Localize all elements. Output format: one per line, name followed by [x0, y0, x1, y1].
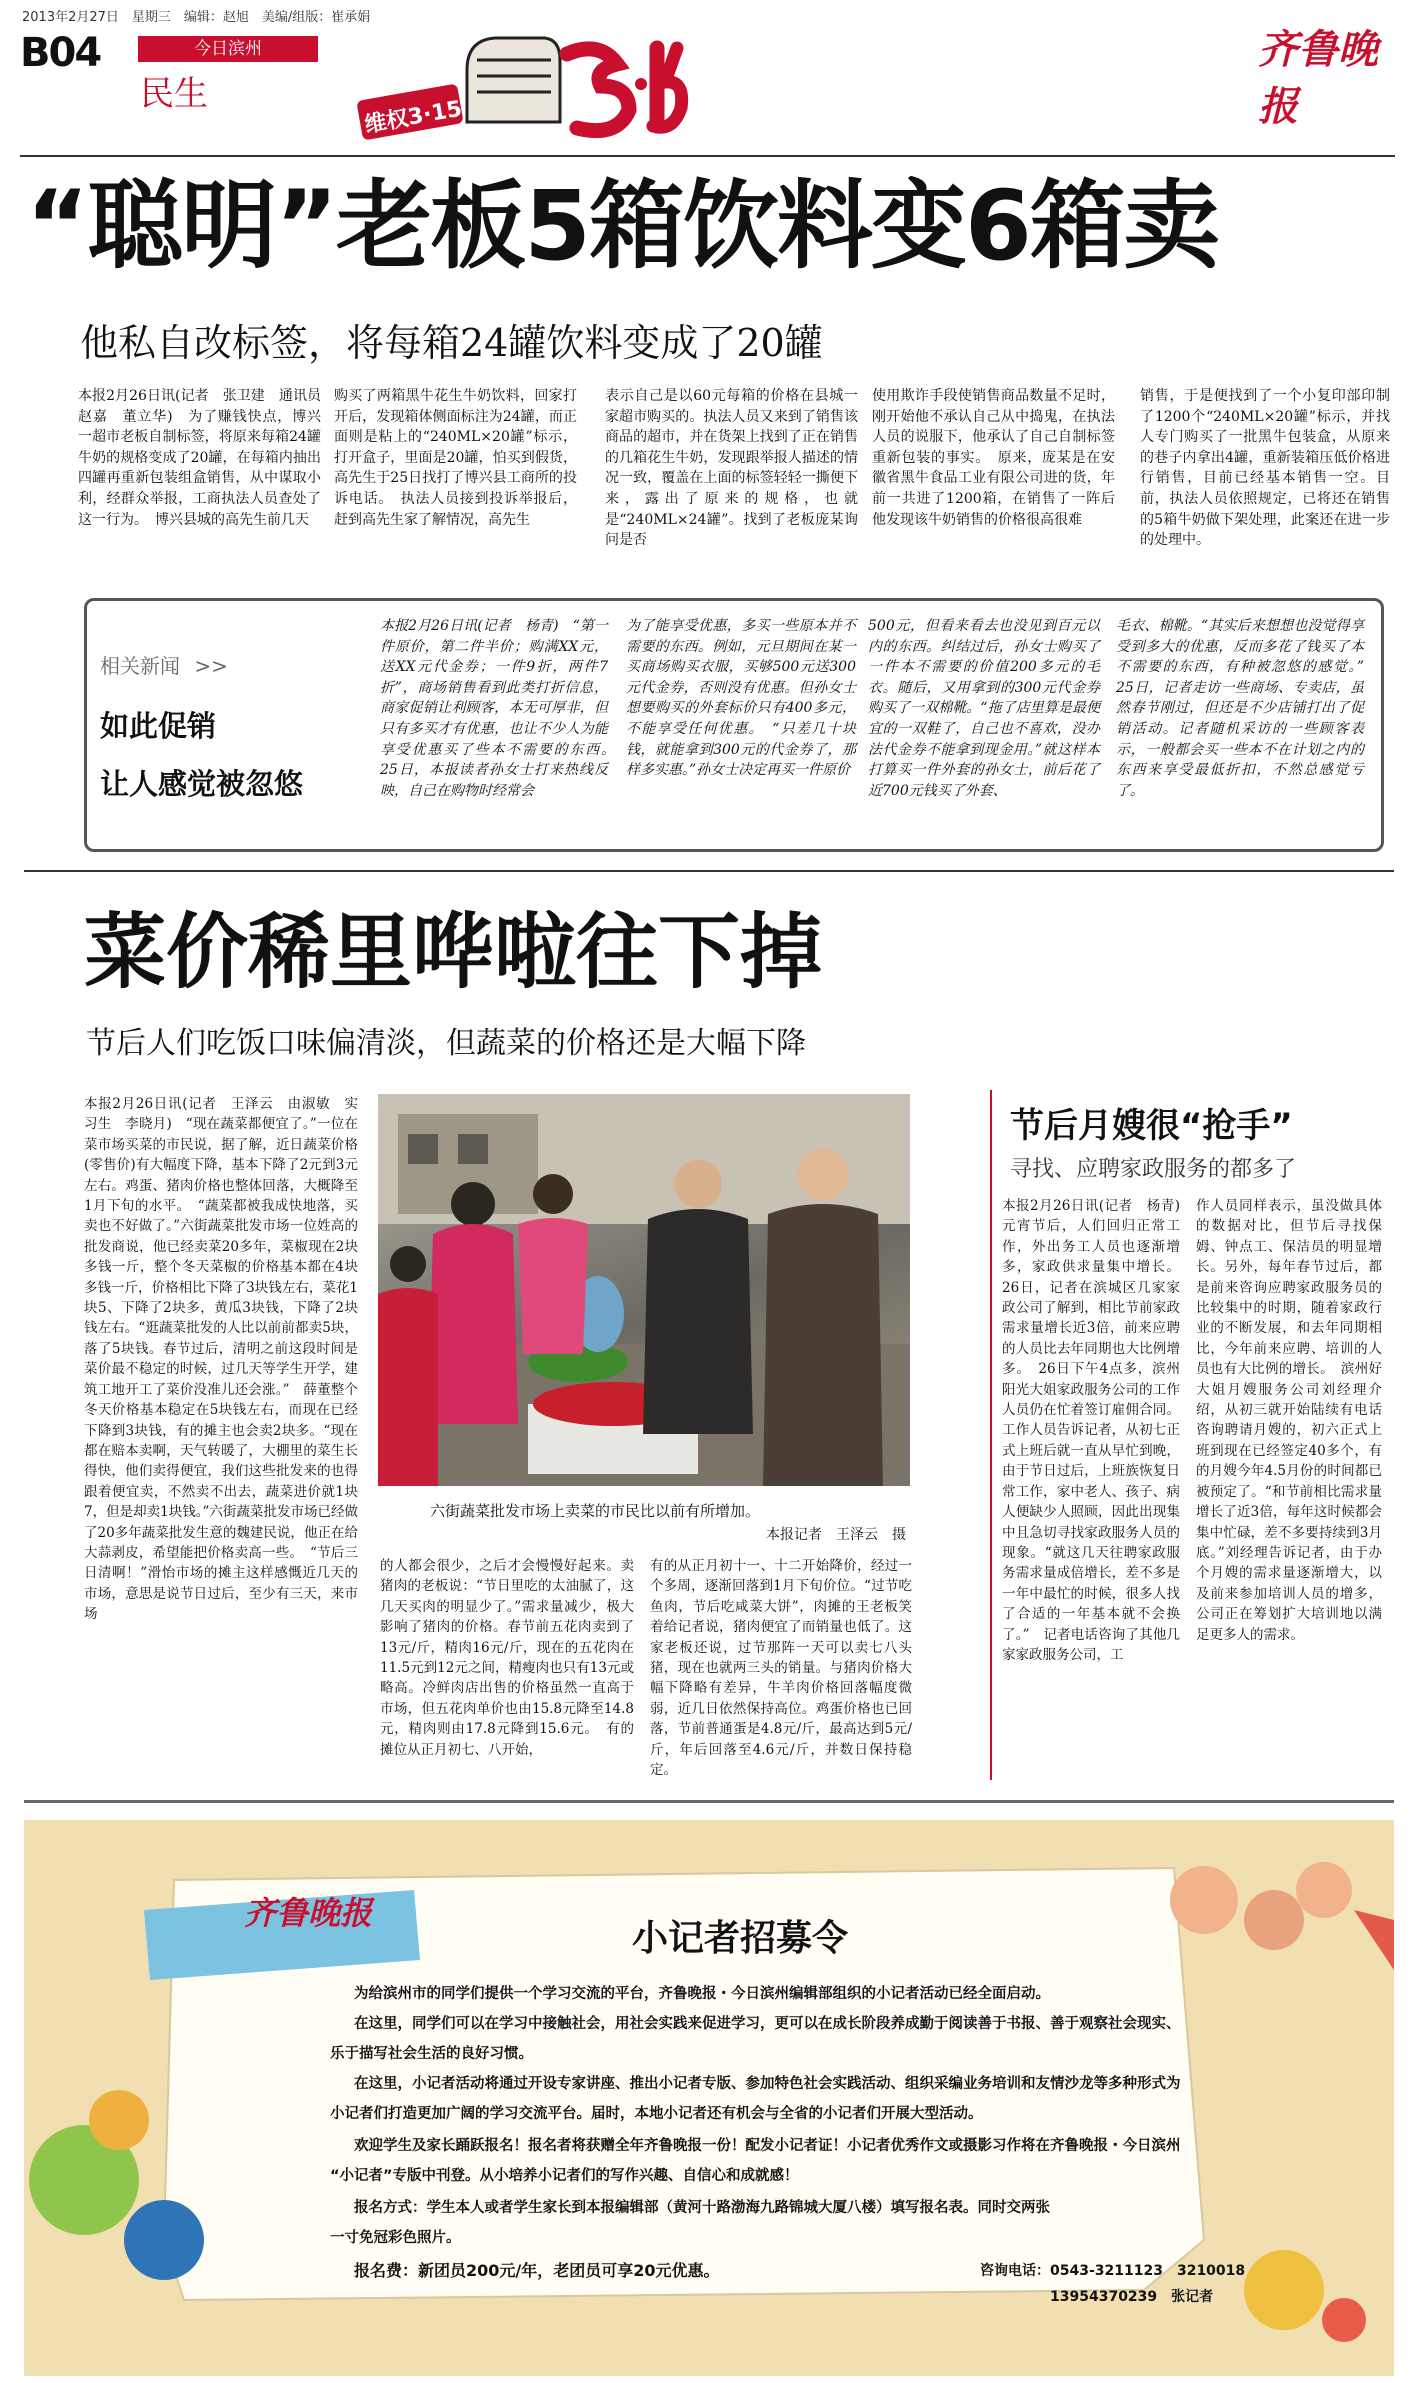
photo-credit: 本报记者 王泽云 摄 [766, 1527, 906, 1543]
market-scene-illustration [378, 1094, 910, 1486]
ad-line-2: 在这里，同学们可以在学习中接触社会，用社会实践来促进学习，更可以在成长阶段养成勤于阅读善于书报、善于观察社会现实、 [354, 2016, 1181, 2032]
story1-col-2: 购买了两箱黑牛花生牛奶饮料，回家打开后，发现箱体侧面标注为24罐，而正面则是粘上的“240ML×20罐”标示，打开盒子，里面是20罐，怕买到假货，高先生于25日找打了博兴县工商所的投诉电话。 执法人员接到投诉举报后，赶到高先生家了解情况，高先生 [334, 388, 577, 528]
related-title-1: 如此促销 [100, 709, 217, 743]
related-col-3: 500元，但看来看去也没见到百元以内的东西。纠结过后，孙女士购买了一件本不需要的价值200多元的毛衣。随后，又用拿到的300元代金券购买了一双棉靴。“拖了店里算是最便宜的一双鞋了，自己也不喜欢，没办法代金券不能拿到现金用。”就这样本打算买一件外套的孙女士，前后花了近700元钱买了外套、 [868, 618, 1100, 799]
story3-col-2: 作人员同样表示，虽没做具体的数据对比，但节后寻找保姆、钟点工、保洁员的明显增长。另外，每年春节过后，都是前来咨询应聘家政服务员的比较集中的时期，随着家政行业的不断发展，和去年同期相比，今年前来应聘、培训的人员也有大比例的增长。 滨州好大姐月嫂服务公司刘经理介绍，从初三就开始陆续有电话咨询聘请月嫂的，初六正式上班到现在已经签定40多个，有的月嫂今年4.5月份的时间都已被预定了。“和节前相比需求量增长了近3倍，每年这时候都会集中忙碌，差不多要持续到3月底。”刘经理告诉记者，由于办个月嫂的需求量逐渐增大，以及前来参加培训人员的增多，公司正在筹划扩大培训地以满足更多人的需求。 [1196, 1198, 1382, 1643]
story3-divider [990, 1090, 992, 1780]
market-photo [378, 1094, 910, 1486]
ad-line-4: 在这里，小记者活动将通过开设专家讲座、推出小记者专版、参加特色社会实践活动、组织采编业务培训和友情沙龙等多种形式为 [354, 2076, 1181, 2092]
ad-line-9: 一寸免冠彩色照片。 [330, 2230, 461, 2246]
related-title-2: 让人感觉被忽悠 [100, 767, 304, 801]
story1-col-1: 本报2月26日讯(记者 张卫建 通讯员 赵嘉 董立华) 为了赚钱快点，博兴一超市老板自制标签，将原来每箱24罐牛奶的规格变成了20罐，在每箱内抽出四罐再重新包装组盒销售，从中谋取小利，经群众举报，工商执法人员查处了这一行为。 博兴县城的高先生前几天 [78, 388, 335, 528]
page-number: B04 [20, 30, 101, 76]
ad-line-1: 为给滨州市的同学们提供一个学习交流的平台，齐鲁晚报・今日滨州编辑部组织的小记者活动已经全面启动。 [354, 1986, 1050, 2002]
story2-subhead: 节后人们吃饭口味偏清淡，但蔬菜的价格还是大幅下降 [86, 1026, 806, 1061]
section-title: 民生 [140, 74, 208, 114]
story1-subhead: 他私自改标签，将每箱24罐饮料变成了20罐 [80, 321, 823, 365]
related-arrows-icon: >> [194, 654, 228, 678]
story3-headline: 节后月嫂很“抢手” [1010, 1106, 1293, 1146]
related-col-1: 本报2月26日讯(记者 杨青) “第一件原价，第二件半价；购满XX元，送XX元代金券；一件9折，两件7折”，商场销售看到此类打折信息，商家促销让利顾客，本无可厚非，但只有多买才有优惠，也让不少人为能享受优惠买了些本不需要的东西。 25日，本报读者孙女士打来热线反映，自己在购物时经常会 [380, 618, 622, 799]
section-divider [24, 870, 1394, 872]
related-col-2: 为了能享受优惠，多买一些原本并不需要的东西。例如，元旦期间在某一买商场购买衣服，买够500元送300元代金券，否则没有优惠。但孙女士想要购买的外套标价只有400多元，不能享受任何优惠。 “只差几十块钱，就能拿到300元的代金券了，那样多实惠。”孙女士决定再买一件原价 [626, 618, 856, 779]
ad-brand-logo: 齐鲁晚报 [244, 1894, 373, 1932]
ad-contact-phone: 咨询电话：0543-3211123 3210018 [980, 2263, 1246, 2279]
ad-top-rule [24, 1800, 1394, 1803]
story1-col-5: 销售，于是便找到了一个小复印部印制了1200个“240ML×20罐”标示，并找人专门购买了一批黑牛包装盒，从原来的巷子内拿出4罐，重新装箱压低价格进行销售，目前已经基本销售一空。目前，执法人员依照规定，已将还在销售的5箱牛奶做下架处理，此案还在进一步的处理中。 [1140, 388, 1390, 549]
related-col-4: 毛衣、棉靴。“其实后来想想也没觉得享受到多大的优惠，反而多花了钱买了本不需要的东西，有种被忽悠的感觉。” 25日，记者走访一些商场、专卖店，虽然春节刚过，但还是不少店铺打出了促销活动。记者随机采访的一些顾客表示，一般都会买一些本不在计划之内的东西来享受最低折扣，不然总感觉亏了。 [1116, 618, 1378, 799]
campaign-badge-label: 维权3·15 [362, 96, 464, 139]
story2-left-col: 本报2月26日讯(记者 王泽云 由淑敏 实习生 李晓月) “现在蔬菜都便宜了。”一位在菜市场买菜的市民说，据了解，近日蔬菜价格(零售价)有大幅度下降，基本下降了2元到3元左右。鸡蛋、猪肉价格也整体回落，大概降至1月下旬的水平。 “蔬菜都被我成快地落，买卖也不好做了。”六街蔬菜批发市场一位姓高的批发商说，他已经卖菜20多年，菜椒现在2块多钱一斤，整个冬天菜椒的价格基本都在4块多钱一斤，价格相比下降了3块钱左右，菜花1块5、下降了2块多，黄瓜3块钱，下降了2块钱左右。“逛蔬菜批发的人比以前前都卖5块，落了5块钱。春节过后，清明之前这段时间是菜价最不稳定的时候，过几天等学生开学，建筑工地开工了菜价没准儿还会涨。” 薛董整个冬天价格基本稳定在5块钱左右，而现在已经下降到3块钱，有的摊主也会卖2块多。“现在都在赔本卖啊，天气转暖了，大棚里的菜生长得快，他们卖得便宜，我们这些批发来的也得跟着便宜卖，不然卖不出去，蔬菜进价就1块7，但是却卖1块钱。”六街蔬菜批发市场已经做了20多年蔬菜批发生意的魏建民说，他正在给大蒜剥皮，希望能把价格卖高一些。 “节后三日清啊！”滑怡市场的摊主这样感慨近几天的市场，意思是说节日过后，至少有三天，来市场 [84, 1096, 358, 1623]
related-label [100, 650, 228, 679]
section-tag: 今日滨州 [138, 36, 318, 62]
related-label-text: 相关新闻 [100, 654, 180, 678]
ad-title: 小记者招募令 [632, 1918, 849, 1959]
story1-col-4: 使用欺诈手段使销售商品数量不足时，刚开始他不承认自己从中捣鬼，在执法人员的说服下，他承认了自己自制标签重新包装的事实。 原来，庞某是在安徽省黑牛食品工业有限公司进的货，年前一共进了1200箱，在销售了一阵后他发现该牛奶销售的价格很高很难 [872, 388, 1115, 528]
story1-headline: “聪明”老板5箱饮料变6箱卖 [26, 170, 1218, 282]
masthead-logo: 齐鲁晚报 [1258, 26, 1378, 130]
story2-col-3: 有的从正月初十一、十二开始降价，经过一个多周，逐渐回落到1月下旬价位。“过节吃鱼肉，节后吃咸菜大饼”，肉摊的王老板笑着给记者说，猪肉便宜了而销量也低了。这家老板还说，过节那阵一天可以卖七八头猪，现在也就两三头的销量。与猪肉价格大幅下降略有差异，牛羊肉价格回落幅度微弱，近几日依然保持高位。鸡蛋价格也已回落，节前普通蛋是4.8元/斤，最高达到5元/斤，年后回落至4.6元/斤，并数日保持稳定。 [650, 1558, 912, 1779]
story3-col-1: 本报2月26日讯(记者 杨青) 元宵节后，人们回归正常工作，外出务工人员也逐渐增多，家政供求量集中增长。26日，记者在滨城区几家家政公司了解到，相比节前家政需求量增长近3倍，前来应聘的人员比去年同期也大比例增多。 26日下午4点多，滨州阳光大姐家政服务公司的工作人员仍在忙着签订雇佣合同。工作人员告诉记者，从初七正式上班后就一直从早忙到晚，由于节日过后，上班族恢复日常工作，家中老人、孩子、病人便缺少人照顾，因此出现集中且急切寻找家政服务人员的现象。“就这几天往聘家政服务需求量成倍增长，差不多是一年中最忙的时候，很多人找了合适的一年基本就不会换了。” 记者电话咨询了其他几家家政服务公司，工 [1002, 1198, 1194, 1663]
ad-line-3: 乐于描写社会生活的良好习惯。 [330, 2046, 533, 2062]
header-divider [20, 155, 1395, 157]
date-line: 2013年2月27日 星期三 编辑：赵旭 美编/组版：崔承娟 [22, 10, 371, 25]
story2-col-2: 的人都会很少，之后才会慢慢好起来。卖猪肉的老板说：“节日里吃的太油腻了，这几天买肉的明显少了。”需求量减少，极大影响了猪肉的价格。春节前五花肉卖到了13元/斤，精肉16元/斤，现在的五花肉在11.5元到12元之间，精瘦肉也只有13元或略高。冷鲜肉店出售的价格虽然一直高于市场，但五花肉单价也由15.8元降至14.8元，精肉则由17.8元降到15.6元。 有的摊位从正月初七、八开始， [380, 1558, 634, 1758]
ad-line-6: 欢迎学生及家长踊跃报名！报名者将获赠全年齐鲁晚报一份！配发小记者证！小记者优秀作文或摄影习作将在齐鲁晚报・今日滨州 [354, 2138, 1181, 2154]
ad-contact-line2: 13954370239 张记者 [1050, 2289, 1214, 2305]
campaign-badge [355, 30, 685, 140]
story2-headline: 菜价稀里哗啦往下掉 [84, 905, 823, 1000]
ad-line-10: 报名费：新团员200元/年，老团员可享20元优惠。 [354, 2261, 720, 2280]
ad-line-5: 小记者们打造更加广阔的学习交流平台。届时，本地小记者还有机会与全省的小记者们开展大型活动。 [330, 2106, 983, 2122]
ad-line-7: “小记者”专版中刊登。从小培养小记者们的写作兴趣、自信心和成就感！ [330, 2168, 799, 2184]
story3-subhead: 寻找、应聘家政服务的都多了 [1010, 1157, 1297, 1182]
photo-caption: 六街蔬菜批发市场上卖菜的市民比以前有所增加。 [430, 1502, 761, 1520]
ad-line-8: 报名方式：学生本人或者学生家长到本报编辑部（黄河十路渤海九路锦城大厦八楼）填写报名表。同时交两张 [354, 2200, 1050, 2216]
story1-col-3: 表示自己是以60元每箱的价格在县城一家超市购买的。执法人员又来到了销售该商品的超市，并在货架上找到了正在销售的几箱花生牛奶，发现跟举报人描述的情况一致，覆盖在上面的标签轻轻一撕便下来，露出了原来的规格，也就是“240ML×24罐”。找到了老板庞某询问是否 [605, 388, 858, 549]
